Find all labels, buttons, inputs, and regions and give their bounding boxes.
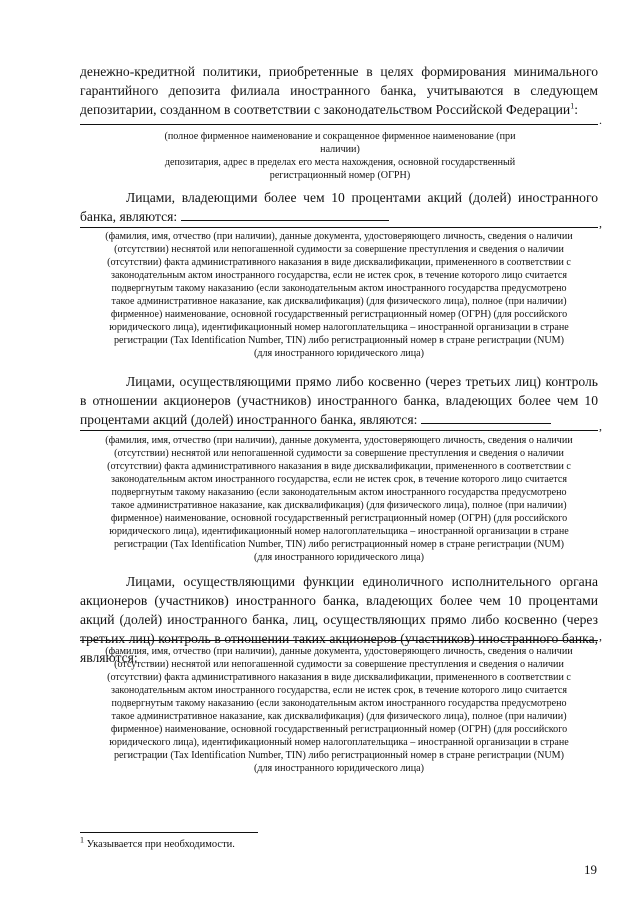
fill-line: . bbox=[80, 124, 598, 125]
caption-line: такое административное наказание, как дисквалификация) (для физического лица), полное (при наличии) bbox=[111, 296, 567, 307]
caption-line: юридического лица), идентификационный номер налогоплательщика – иностранной организации в стране bbox=[109, 526, 569, 537]
caption-line: (отсутствии) факта административного наказания в виде дисквалификации, примененного в соответствии с bbox=[107, 461, 571, 472]
caption-line: законодательным актом иностранного государства, если не истек срок, в течение которого лицо считается bbox=[110, 474, 568, 485]
caption-line: юридического лица), идентификационный номер налогоплательщика – иностранной организации в стране bbox=[109, 737, 569, 748]
caption-line: такое административное наказание, как дисквалификация) (для физического лица), полное (при наличии) bbox=[111, 500, 567, 511]
caption-person-details bbox=[80, 645, 598, 775]
caption-line: фирменное) наименование, основной государственный регистрационный номер (ОГРН) (для российского bbox=[110, 309, 568, 320]
caption-line: (отсутствии) неснятой или непогашенной судимости за совершение преступления и сведения о наличии bbox=[114, 659, 564, 670]
caption-line: такое административное наказание, как дисквалификация) (для физического лица), полное (при наличии) bbox=[111, 711, 567, 722]
caption-line: регистрации (Tax Identification Number, TIN) либо регистрационный номер в стране регистрации (NUM) bbox=[113, 335, 564, 346]
caption-line: (для иностранного юридического лица) bbox=[253, 552, 425, 563]
caption-line: регистрации (Tax Identification Number, TIN) либо регистрационный номер в стране регистрации (NUM) bbox=[113, 750, 564, 761]
paragraph-text: денежно-кредитной политики, приобретенные в целях формирования минимального гарантийного депозита филиала иностранного банка, учитываются в следующем депозитарии, созданном в соответствии с законодательством Российской Федерации bbox=[80, 64, 598, 117]
caption-line: подвергнутым такому наказанию (если законодательным актом иностранного государства предусмотрено bbox=[111, 283, 567, 294]
paragraph-controllers bbox=[80, 372, 598, 429]
caption-line: подвергнутым такому наказанию (если законодательным актом иностранного государства предусмотрено bbox=[111, 698, 567, 709]
caption-person-details bbox=[80, 434, 598, 564]
footnote bbox=[80, 835, 235, 851]
footnote-separator bbox=[80, 832, 258, 833]
caption-line: (отсутствии) неснятой или непогашенной судимости за совершение преступления и сведения о наличии bbox=[114, 244, 564, 255]
footnote-text: Указывается при необходимости. bbox=[86, 839, 235, 850]
paragraph-text: Лицами, осуществляющими прямо либо косвенно (через третьих лиц) контроль в отношении акционеров (участников) иностранного банка, владеющих более чем 10 процентами акций (долей) иностранного банка, являются: bbox=[80, 374, 598, 427]
caption-line: фирменное) наименование, основной государственный регистрационный номер (ОГРН) (для российского bbox=[110, 513, 568, 524]
fill-line bbox=[421, 410, 551, 424]
caption-line: законодательным актом иностранного государства, если не истек срок, в течение которого лицо считается bbox=[110, 685, 568, 696]
paragraph-shareholders bbox=[80, 188, 598, 226]
caption-line: (отсутствии) факта административного наказания в виде дисквалификации, примененного в соответствии с bbox=[107, 257, 571, 268]
caption-line: подвергнутым такому наказанию (если законодательным актом иностранного государства предусмотрено bbox=[111, 487, 567, 498]
caption-line: законодательным актом иностранного государства, если не истек срок, в течение которого лицо считается bbox=[110, 270, 568, 281]
caption-line: (фамилия, имя, отчество (при наличии), данные документа, удостоверяющего личность, сведения о наличии bbox=[105, 435, 573, 446]
paragraph-depositary bbox=[80, 62, 598, 119]
fill-line bbox=[181, 207, 389, 221]
caption-line: (для иностранного юридического лица) bbox=[253, 348, 425, 359]
caption-line: (отсутствии) неснятой или непогашенной судимости за совершение преступления и сведения о наличии bbox=[114, 448, 564, 459]
caption-person-details bbox=[80, 230, 598, 360]
caption-line: регистрации (Tax Identification Number, TIN) либо регистрационный номер в стране регистрации (NUM) bbox=[113, 539, 564, 550]
caption-line: (фамилия, имя, отчество (при наличии), данные документа, удостоверяющего личность, сведения о наличии bbox=[105, 231, 573, 242]
caption-depositary bbox=[150, 130, 530, 182]
caption-line: регистрационный номер (ОГРН) bbox=[269, 170, 411, 181]
fill-line: , bbox=[80, 227, 598, 228]
caption-line: (отсутствии) факта административного наказания в виде дисквалификации, примененного в соответствии с bbox=[107, 672, 571, 683]
footnote-mark: 1 bbox=[80, 835, 84, 845]
caption-line: (фамилия, имя, отчество (при наличии), данные документа, удостоверяющего личность, сведения о наличии bbox=[105, 646, 573, 657]
footnote-reference: 1 bbox=[570, 101, 575, 111]
paragraph-text: Лицами, владеющими более чем 10 процентами акций (долей) иностранного банка, являются: bbox=[80, 190, 598, 224]
fill-line: , bbox=[80, 430, 598, 431]
caption-line: (для иностранного юридического лица) bbox=[253, 763, 425, 774]
caption-line: юридического лица), идентификационный номер налогоплательщика – иностранной организации в стране bbox=[109, 322, 569, 333]
fill-line: , bbox=[80, 640, 598, 641]
caption-line: фирменное) наименование, основной государственный регистрационный номер (ОГРН) (для российского bbox=[110, 724, 568, 735]
caption-line: депозитария, адрес в пределах его места нахождения, основной государственный bbox=[164, 157, 516, 168]
page-number: 19 bbox=[584, 862, 597, 877]
paragraph-text: Лицами, осуществляющими функции единоличного исполнительного органа акционеров (участников) иностранного банка, владеющих более чем 10 процентами акций (долей) иностранного банка, лиц, осуществляющих прямо либо косвенно (через третьих лиц) контроль в отношении таких акционеров (участников) иностранного банка, являются: bbox=[80, 574, 598, 665]
paragraph-trail: : bbox=[574, 102, 578, 117]
caption-line: (полное фирменное наименование и сокращенное фирменное наименование (при наличии) bbox=[164, 131, 516, 155]
